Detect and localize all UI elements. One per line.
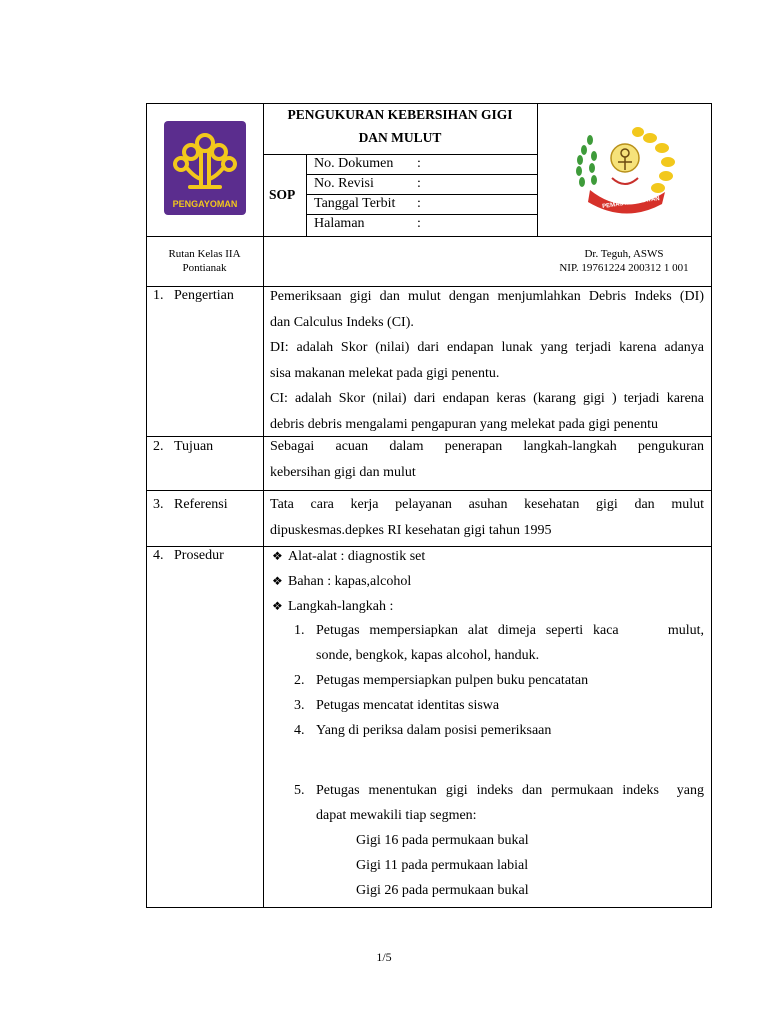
tujuan-line-2: kebersihan gigi dan mulut: [270, 464, 416, 480]
institution-line2: Pontianak: [182, 262, 227, 274]
referensi-line-2: dipuskesmas.depkes RI kesehatan gigi tahun 1995: [270, 522, 552, 538]
step-number-5: 5.: [294, 783, 305, 798]
table-border-top: [146, 103, 712, 104]
header-right-divider: [537, 103, 538, 236]
column-divider: [263, 103, 264, 908]
field-no-revisi-sep: :: [417, 176, 421, 191]
field-tanggal-terbit: Tanggal Terbit: [314, 196, 396, 211]
row-divider-3: [146, 546, 712, 547]
field-halaman: Halaman: [314, 216, 365, 231]
pengertian-line-4: sisa makanan melekat pada gigi penentu.: [270, 365, 500, 381]
step-5-line-2: dapat mewakili tiap segmen:: [316, 808, 477, 823]
pemasyarakatan-label: PEMASYARAKATAN: [601, 195, 661, 211]
signer-name: Dr. Teguh, ASWS: [584, 248, 664, 260]
section-label-referensi: 3. Referensi: [153, 497, 228, 512]
table-border-bottom: [146, 907, 712, 908]
field-no-dokumen-sep: :: [417, 156, 421, 171]
pengertian-line-6: debris debris mengalami pengapuran yang melekat pada gigi penentu: [270, 416, 658, 432]
bullet-bahan-text: Bahan : kapas,alcohol: [288, 574, 412, 589]
table-border-right: [711, 103, 712, 908]
field-no-revisi: No. Revisi: [314, 176, 374, 191]
section-label-pengertian: 1. Pengertian: [153, 288, 234, 303]
segment-item-2: Gigi 11 pada permukaan labial: [356, 858, 529, 873]
bullet-bahan: [272, 573, 411, 590]
bullet-alat-text: Alat-alat : diagnostik set: [288, 549, 426, 564]
field-divider-3: [306, 214, 537, 215]
pengertian-line-3: DI: adalah Skor (nilai) dari endapan lunak yang terjadi karena adanya: [270, 340, 704, 355]
referensi-text: [270, 492, 704, 543]
step-number-1: 1.: [294, 623, 305, 638]
segment-item-1: Gigi 16 pada permukaan bukal: [356, 833, 529, 848]
referensi-line-1: Tata cara kerja pelayanan asuhan kesehatan gigi dan mulut: [270, 497, 704, 512]
document-title-line2: DAN MULUT: [358, 130, 442, 145]
pengertian-line-2: dan Calculus Indeks (CI).: [270, 314, 414, 330]
pengertian-line-1: Pemeriksaan gigi dan mulut dengan menjumlahkan Debris Indeks (DI): [270, 289, 704, 304]
pengertian-line-5: CI: adalah Skor (nilai) dari endapan keras (karang gigi ) terjadi karena: [270, 391, 704, 406]
field-no-dokumen: No. Dokumen: [314, 156, 394, 171]
bullet-langkah: [272, 598, 393, 615]
step-1-line-2: sonde, bengkok, kapas alcohol, handuk.: [316, 648, 540, 663]
document-title-line1: PENGUKURAN KEBERSIHAN GIGI: [287, 107, 513, 122]
step-number-4: 4.: [294, 723, 305, 738]
step-number-3: 3.: [294, 698, 305, 713]
field-divider-1: [306, 174, 537, 175]
row-divider-2: [146, 490, 712, 491]
diamond-bullet-icon: ❖: [272, 549, 283, 563]
pemasyarakatan-logo: [570, 120, 680, 220]
pengayoman-label: PENGAYOMAN: [172, 199, 238, 209]
bullet-alat: [272, 548, 425, 565]
sop-divider: [306, 154, 307, 236]
step-4-text: Yang di periksa dalam posisi pemeriksaan: [316, 723, 552, 738]
step-1-line-1: Petugas mempersiapkan alat dimeja seperti kaca mulut,: [316, 623, 704, 638]
step-number-2: 2.: [294, 673, 305, 688]
institution-line1: Rutan Kelas IIA: [168, 248, 241, 260]
diamond-bullet-icon: ❖: [272, 574, 283, 588]
pengertian-text: [270, 284, 704, 437]
segment-item-3: Gigi 26 pada permukaan bukal: [356, 883, 529, 898]
bullet-langkah-text: Langkah-langkah :: [288, 599, 394, 614]
step-5-line-1: Petugas menentukan gigi indeks dan permukaan indeks yang: [316, 783, 704, 798]
step-3-text: Petugas mencatat identitas siswa: [316, 698, 500, 713]
tujuan-line-1: Sebagai acuan dalam penerapan langkah-langkah pengukuran: [270, 439, 704, 454]
title-divider: [263, 154, 537, 155]
table-border-left: [146, 103, 147, 908]
tujuan-text: [270, 434, 704, 485]
page-number: 1/5: [376, 950, 392, 964]
field-halaman-sep: :: [417, 216, 421, 231]
section-label-prosedur: 4. Prosedur: [153, 548, 224, 563]
sop-label: SOP: [269, 187, 296, 202]
field-tanggal-terbit-sep: :: [417, 196, 421, 211]
header-bottom-line: [146, 236, 712, 237]
pengayoman-logo: [164, 121, 246, 215]
field-divider-2: [306, 194, 537, 195]
step-2-text: Petugas mempersiapkan pulpen buku pencatatan: [316, 673, 589, 688]
section-label-tujuan: 2. Tujuan: [153, 439, 214, 454]
diamond-bullet-icon: ❖: [272, 599, 283, 613]
signer-nip: NIP. 19761224 200312 1 001: [559, 262, 689, 274]
